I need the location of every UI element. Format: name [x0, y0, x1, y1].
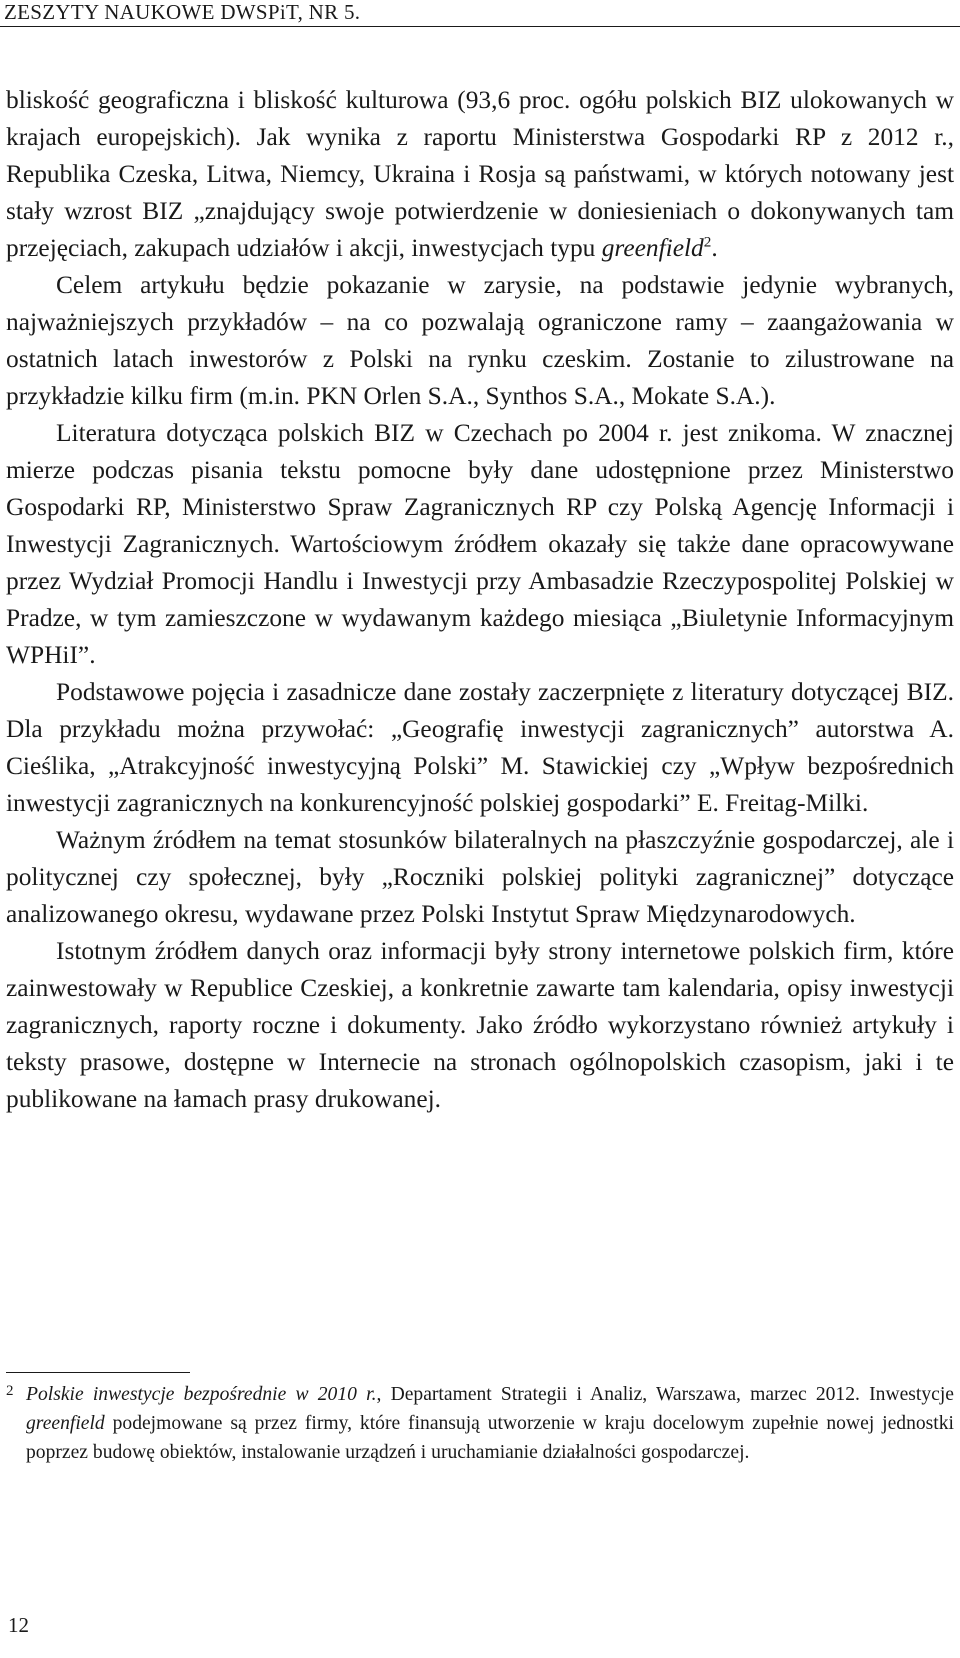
- page-number: 12: [8, 1613, 29, 1637]
- footnote: [6, 1380, 954, 1467]
- paragraph-1-end: .: [711, 234, 718, 262]
- paragraph-1-text: bliskość geograficzna i bliskość kulturowa (93,6 proc. ogółu polskich BIZ ulokowanych w krajach europejskich). Jak wynika z raportu Ministerstwa Gospodarki RP z 2012 r., Republika Czeska, Litwa, Niemcy, Ukraina i Rosja są państwami, w których notowany jest stały wzrost BIZ „znajdujący swoje potwierdzenie w doniesieniach o dokonywanych tam przejęciach, zakupach udziałów i akcji, inwestycjach typu: [6, 86, 954, 262]
- paragraph-1: [6, 82, 954, 267]
- footnote-line2-prefix: Inwestycje: [869, 1384, 954, 1405]
- paragraph-6: Istotnym źródłem danych oraz informacji były strony internetowe polskich firm, które zainwestowały w Republice Czeskiej, a konkretnie zawarte tam kalendaria, opisy inwestycji zagranicznych, raporty roczne i dokumenty. Jako źródło wykorzystano również artykuły i teksty prasowe, dostępne w Internecie na stronach ogólnopolskich czasopism, jaki i te publikowane na łamach prasy drukowanej.: [6, 937, 954, 1113]
- body-text: [6, 82, 954, 1118]
- footnote-number: 2: [6, 1383, 14, 1399]
- running-head: ZESZYTY NAUKOWE DWSPiT, NR 5.: [0, 0, 960, 27]
- paragraph-3: Literatura dotycząca polskich BIZ w Czechach po 2004 r. jest znikoma. W znacznej mierze podczas pisania tekstu pomocne były dane udostępnione przez Ministerstwo Gospodarki RP, Ministerstwo Spraw Zagranicznych RP czy Polską Agencję Informacji i Inwestycji Zagranicznych. Wartościowym źródłem okazały się także dane opracowywane przez Wydział Promocji Handlu i Inwestycji przy Ambasadzie Rzeczypospolitej Polskiej w Pradze, w tym zamieszczone w wydawanym każdego miesiąca „Biuletynie Informacyjnym WPHiI”.: [6, 419, 954, 669]
- footnote-title-rest: , Departament Strategii i Analiz, Warszawa, marzec 2012.: [376, 1384, 860, 1405]
- footnote-divider: [6, 1372, 190, 1373]
- footnote-line2-italic: greenfield: [26, 1413, 105, 1434]
- footnote-line2-rest: podejmowane są przez firmy, które finansują utworzenie w kraju docelowym zupełnie nowej jednostki poprzez budowę obiektów, instalowanie urządzeń i uruchamianie działalności gospodarczej.: [26, 1413, 954, 1463]
- paragraph-5: Ważnym źródłem na temat stosunków bilateralnych na płaszczyźnie gospodarczej, ale i politycznej czy społecznej, były „Roczniki polskiej polityki zagranicznej” dotyczące analizowanego okresu, wydawane przez Polski Instytut Spraw Międzynarodowych.: [6, 826, 954, 928]
- footnote-body: [6, 1380, 954, 1467]
- footnote-title: Polskie inwestycje bezpośrednie w 2010 r.: [26, 1384, 377, 1405]
- paragraph-4: Podstawowe pojęcia i zasadnicze dane zostały zaczerpnięte z literatury dotyczącej BIZ. Dla przykładu można przywołać: „Geografię inwestycji zagranicznych” autorstwa A. Cieślika, „Atrakcyjność inwestycyjną Polski” M. Stawickiej czy „Wpływ bezpośrednich inwestycji zagranicznych na konkurencyjność polskiej gospodarki” E. Freitag-Milki.: [6, 678, 954, 817]
- paragraph-1-italic: greenfield: [601, 234, 704, 262]
- paragraph-2: Celem artykułu będzie pokazanie w zarysie, na podstawie jedynie wybranych, najważniejszych przykładów – na co pozwalają ograniczone ramy – zaangażowania w ostatnich latach inwestorów z Polski na rynku czeskim. Zostanie to zilustrowane na przykładzie kilku firm (m.in. PKN Orlen S.A., Synthos S.A., Mokate S.A.).: [6, 271, 954, 410]
- footnote-ref[interactable]: 2: [703, 233, 712, 251]
